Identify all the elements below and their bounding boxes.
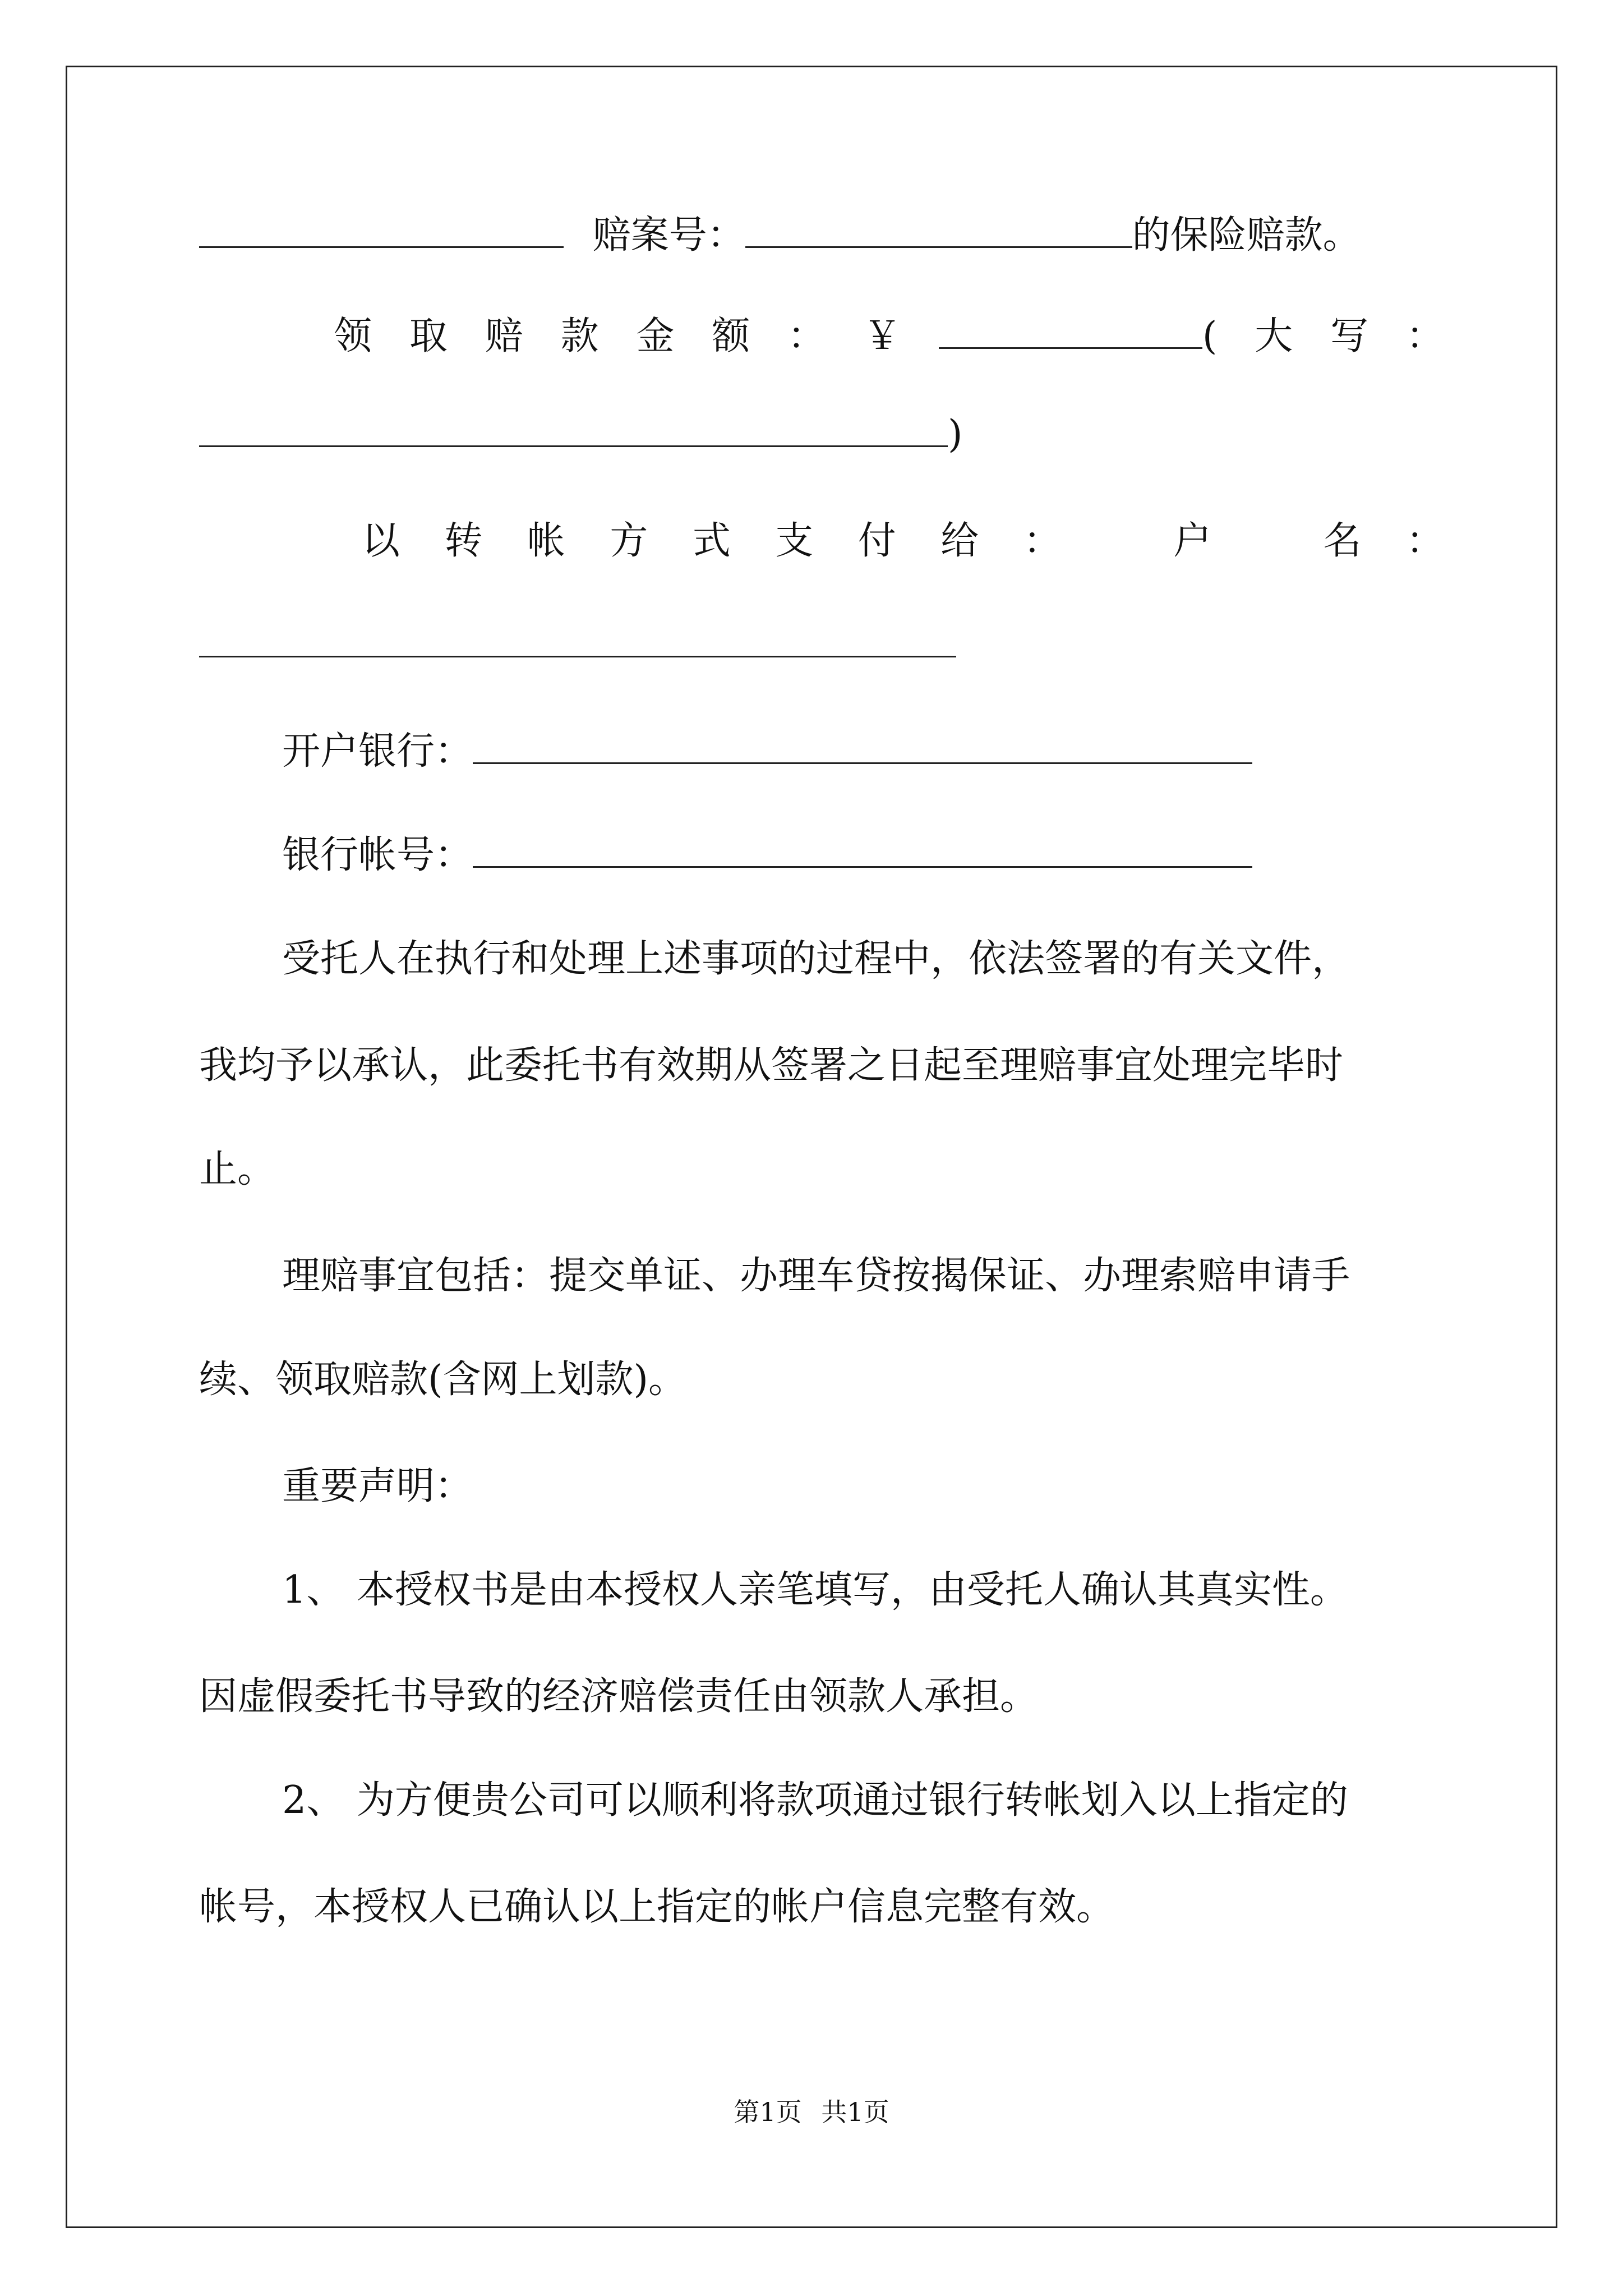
- declaration-title: 重要声明：: [282, 1464, 473, 1508]
- declaration-item: 帐号，本授权人已确认以上指定的帐户信息完整有效。: [199, 1885, 1115, 1929]
- transfer-char: 名: [1323, 519, 1362, 563]
- transfer-char: 转: [444, 519, 483, 563]
- transfer-char: 以: [362, 519, 400, 563]
- paragraph-line: 我均予以承认，此委托书有效期从签署之日起至理赔事宜处理完毕时: [199, 1043, 1344, 1088]
- bank-account-label: 银行帐号：: [282, 833, 473, 877]
- bank-name-blank[interactable]: [473, 728, 1252, 764]
- paragraph-line: 续、领取赔款(含网上划款)。: [199, 1358, 687, 1402]
- amount-words-line: [199, 407, 1444, 463]
- amount-line: [199, 309, 1444, 365]
- account-name-line: [199, 617, 1444, 673]
- amount-char: 写: [1330, 314, 1369, 358]
- transfer-char: ：: [1405, 519, 1444, 563]
- declaration-item: 1、 本授权书是由本授权人亲笔填写，由受托人确认其真实性。: [282, 1568, 1348, 1612]
- transfer-char: 户: [1173, 519, 1212, 563]
- close-paren: ): [948, 412, 963, 457]
- amount-char: 赔: [485, 314, 523, 358]
- case-number-blank[interactable]: [745, 211, 1132, 248]
- bank-account-blank[interactable]: [473, 831, 1252, 868]
- transfer-char: 支: [775, 519, 814, 563]
- page-footer: [0, 2095, 1623, 2129]
- bank-name-label: 开户银行：: [282, 729, 473, 774]
- transfer-char: ：: [1023, 519, 1062, 563]
- transfer-char: 付: [857, 519, 896, 563]
- case-number-label: 赔案号：: [592, 213, 745, 257]
- amount-char: 取: [409, 314, 448, 358]
- bank-name-line: [199, 724, 1527, 780]
- case-number-tail: 的保险赔款。: [1132, 213, 1361, 257]
- case-number-line: [199, 208, 1444, 264]
- declaration-item: 因虚假委托书导致的经济赔偿责任由领款人承担。: [199, 1674, 1039, 1719]
- amount-blank[interactable]: [939, 312, 1202, 349]
- amount-words-blank[interactable]: [199, 411, 948, 447]
- amount-char: 额: [712, 314, 750, 358]
- fill-blank[interactable]: [199, 211, 564, 248]
- amount-char: 大: [1255, 314, 1293, 358]
- amount-char: 领: [334, 314, 372, 358]
- amount-char: 款: [560, 314, 599, 358]
- page-number-current: 第1页: [734, 2097, 802, 2127]
- transfer-line: [199, 513, 1444, 569]
- transfer-char: 方: [610, 519, 648, 563]
- account-name-blank[interactable]: [199, 621, 956, 657]
- paragraph-line: 理赔事宜包括：提交单证、办理车贷按揭保证、办理索赔申请手: [282, 1254, 1350, 1298]
- transfer-char: 帐: [527, 519, 565, 563]
- declaration-item: 2、 为方便贵公司可以顺利将款项通过银行转帐划入以上指定的: [282, 1778, 1348, 1823]
- open-paren: (: [1202, 314, 1218, 358]
- transfer-char: 式: [692, 519, 731, 563]
- bank-account-line: [199, 827, 1527, 884]
- transfer-char: 给: [940, 519, 979, 563]
- page-number-total: 共1页: [821, 2097, 889, 2127]
- amount-char: ：: [1405, 314, 1444, 358]
- amount-char: ：: [787, 314, 826, 358]
- paragraph-line: 止。: [199, 1147, 276, 1191]
- paragraph-line: 受托人在执行和处理上述事项的过程中，依法签署的有关文件，: [282, 937, 1350, 981]
- amount-char: 金: [636, 314, 675, 358]
- currency-symbol: ￥: [863, 314, 902, 358]
